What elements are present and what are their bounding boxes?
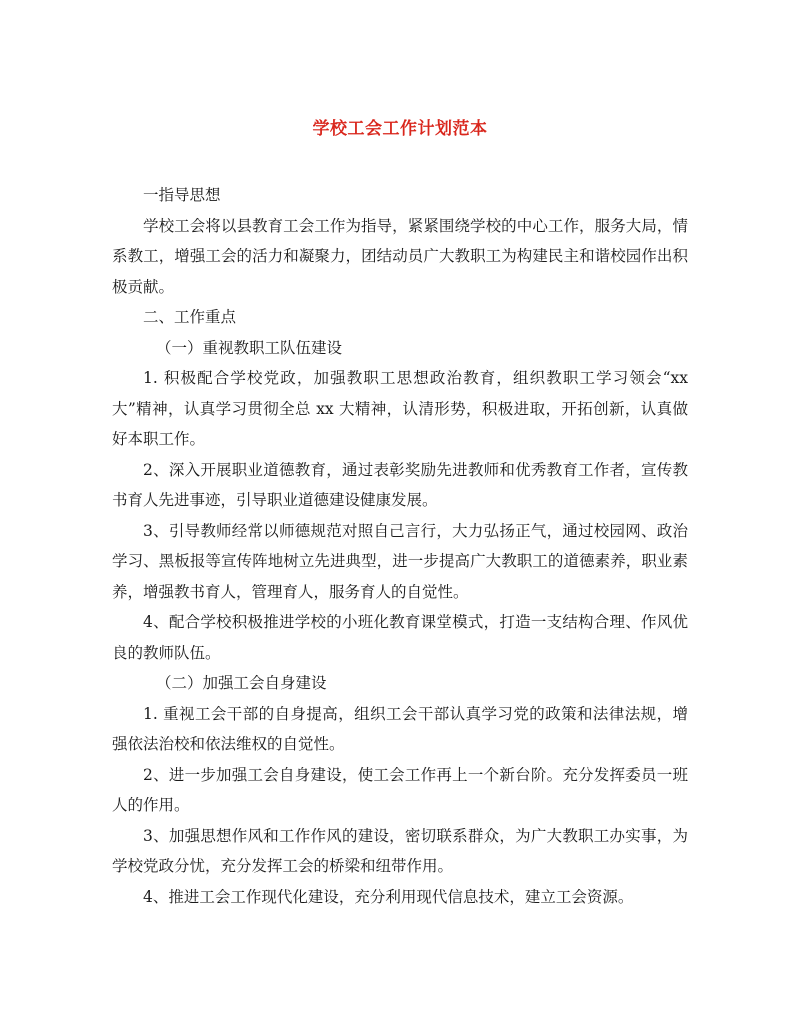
paragraph-staff-item-3: 3、引导教师经常以师德规范对照自己言行，大力弘扬正气，通过校园网、政治学习、黑板报等宣传阵地树立先进典型，进一步提高广大教职工的道德素养，职业素养，增强教书育人，管理育人，服务育人的自觉性。 (112, 521, 688, 601)
paragraph-guiding-ideology: 学校工会将以县教育工会工作为指导，紧紧围绕学校的中心工作，服务大局，情系教工，增强工会的活力和凝聚力，团结动员广大教职工为构建民主和谐校园作出积极贡献。 (112, 216, 688, 296)
paragraph-union-item-1: 1. 重视工会干部的自身提高，组织工会干部认真学习党的政策和法律法规，增强依法治校和依法维权的自觉性。 (112, 704, 688, 753)
document-title: 学校工会工作计划范本 (312, 119, 488, 139)
subheading-union-building: （二）加强工会自身建设 (156, 674, 327, 692)
subheading-staff-team: （一）重视教职工队伍建设 (156, 338, 343, 357)
paragraph-staff-item-2: 2、深入开展职业道德教育，通过表彰奖励先进教师和优秀教育工作者，宣传教书育人先进事迹，引导职业道德建设健康发展。 (112, 460, 688, 509)
paragraph-staff-item-4: 4、配合学校积极推进学校的小班化教育课堂模式，打造一支结构合理、作风优良的教师队伍。 (112, 613, 688, 662)
paragraph-staff-item-1: 1. 积极配合学校党政，加强教职工思想政治教育，组织教职工学习领会“xx大”精神，认真学习贯彻全总 xx 大精神，认清形势，积极进取，开拓创新，认真做好本职工作。 (112, 369, 688, 448)
heading-guiding-ideology: 一指导思想 (143, 186, 221, 204)
heading-work-focus: 二、工作重点 (143, 308, 237, 326)
paragraph-union-item-4: 4、推进工会工作现代化建设，充分利用现代信息技术，建立工会资源。 (143, 887, 634, 906)
paragraph-union-item-3: 3、加强思想作风和工作作风的建设，密切联系群众，为广大教职工办实事，为学校党政分忧，充分发挥工会的桥梁和纽带作用。 (112, 826, 688, 875)
paragraph-union-item-2: 2、进一步加强工会自身建设，使工会工作再上一个新台阶。充分发挥委员一班人的作用。 (112, 765, 688, 814)
document-body (112, 180, 688, 912)
